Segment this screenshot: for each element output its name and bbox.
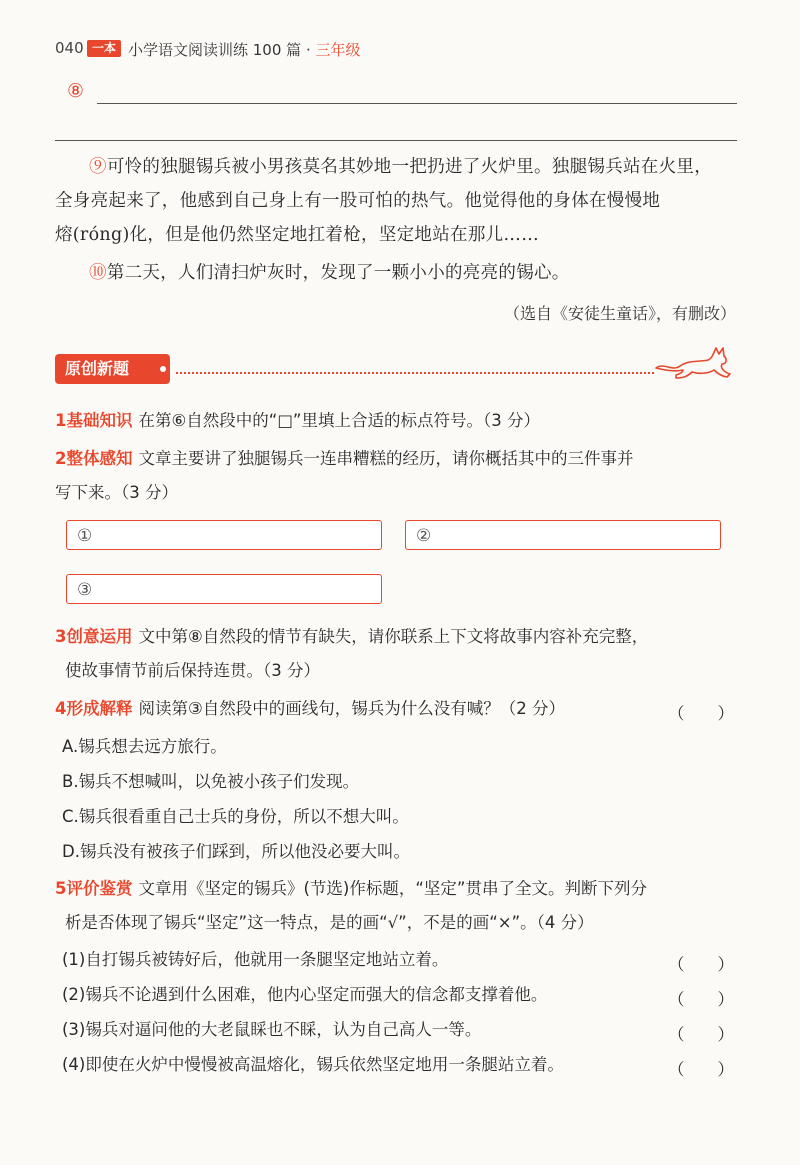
grade-label: 三年级 (315, 41, 361, 59)
p9-line-2: 全身亮起来了，他感到自己身上有一股可怕的热气。他觉得他的身体在慢慢地 (55, 191, 661, 211)
question-text: 阅读第③自然段中的画线句，锡兵为什么没有喊？（2 分） (138, 699, 566, 718)
book-title-text: 小学语文阅读训练 100 篇 (128, 41, 302, 59)
book-title (128, 39, 361, 60)
question-text: 在第⑥自然段中的“□”里填上合适的标点符号。（3 分） (138, 411, 540, 430)
answer-box-1[interactable]: ① (66, 520, 382, 550)
question-text-line-1: 文章用《坚定的锡兵》(节选)作标题，“坚定”贯串了全文。判断下列分 (138, 879, 647, 898)
option-a: A.锡兵想去远方旅行。 (62, 737, 227, 756)
answer-box-3[interactable]: ③ (66, 574, 382, 604)
question-text-line-2: 使故事情节前后保持连贯。（3 分） (65, 661, 320, 680)
judgement-item-3: (3)锡兵对逼问他的大老鼠睬也不睬，认为自己高人一等。 (62, 1020, 482, 1039)
paragraph-9 (55, 150, 745, 252)
answer-line-2[interactable] (55, 140, 737, 141)
paragraph-number-10: ⑩ (89, 263, 107, 283)
answer-line-label: ⑧ (67, 80, 85, 102)
question-number: 2 (55, 449, 67, 468)
answer-parentheses[interactable]: （ ） (668, 704, 734, 723)
option-c: C.锡兵很看重自己士兵的身份，所以不想大叫。 (62, 807, 409, 826)
question-text-line-1: 文章主要讲了独腿锡兵一连串糟糕的经历，请你概括其中的三件事并 (138, 449, 634, 468)
question-text-line-2: 写下来。（3 分） (55, 483, 178, 502)
p9-line-3: 熔(róng)化，但是他仍然坚定地扛着枪，坚定地站在那儿…… (55, 225, 540, 245)
title-separator: · (301, 41, 316, 59)
paragraph-10 (55, 256, 745, 290)
question-4 (55, 692, 745, 726)
question-5 (55, 872, 745, 940)
answer-parentheses[interactable]: （ ） (668, 1025, 734, 1044)
judgement-item-1: (1)自打锡兵被铸好后，他就用一条腿坚定地站立着。 (62, 950, 449, 969)
question-2 (55, 442, 745, 510)
answer-box-2[interactable]: ② (405, 520, 721, 550)
question-text-line-1: 文中第⑧自然段的情节有缺失，请你联系上下文将故事内容补充完整， (138, 627, 649, 646)
p10-text: 第二天，人们清扫炉灰时，发现了一颗小小的亮亮的锡心。 (106, 263, 570, 283)
answer-line-1[interactable] (97, 103, 737, 104)
paragraph-number-9: ⑨ (89, 157, 107, 177)
page-number: 040 (55, 39, 84, 57)
option-d: D.锡兵没有被孩子们踩到，所以他没必要大叫。 (62, 842, 410, 861)
question-number: 5 (55, 879, 67, 898)
section-banner: 原创新题 (55, 354, 170, 384)
option-b: B.锡兵不想喊叫，以免被小孩子们发现。 (62, 772, 360, 791)
answer-parentheses[interactable]: （ ） (668, 990, 734, 1009)
answer-parentheses[interactable]: （ ） (668, 955, 734, 974)
brand-badge: 一本 (87, 40, 121, 57)
question-tag: 基础知识 (66, 411, 133, 430)
dotted-divider (176, 372, 654, 374)
question-text-line-2: 析是否体现了锡兵“坚定”这一特点，是的画“√”，不是的画“×”。（4 分） (65, 913, 594, 932)
question-number: 1 (55, 411, 67, 430)
question-1 (55, 404, 745, 438)
question-tag: 整体感知 (66, 449, 133, 468)
answer-parentheses[interactable]: （ ） (668, 1060, 734, 1079)
p9-line-1: 可怜的独腿锡兵被小男孩莫名其妙地一把扔进了火炉里。独腿锡兵站在火里， (106, 157, 713, 177)
question-tag: 创意运用 (66, 627, 133, 646)
source-citation: （选自《安徒生童话》，有删改） (503, 304, 736, 323)
banner-dot (160, 366, 166, 372)
judgement-item-2: (2)锡兵不论遇到什么困难，他内心坚定而强大的信念都支撑着他。 (62, 985, 548, 1004)
question-3 (55, 620, 745, 688)
question-number: 3 (55, 627, 67, 646)
judgement-item-4: (4)即使在火炉中慢慢被高温熔化，锡兵依然坚定地用一条腿站立着。 (62, 1055, 564, 1074)
cat-icon (650, 340, 735, 384)
question-tag: 形成解释 (66, 699, 133, 718)
question-tag: 评价鉴赏 (66, 879, 133, 898)
question-number: 4 (55, 699, 67, 718)
